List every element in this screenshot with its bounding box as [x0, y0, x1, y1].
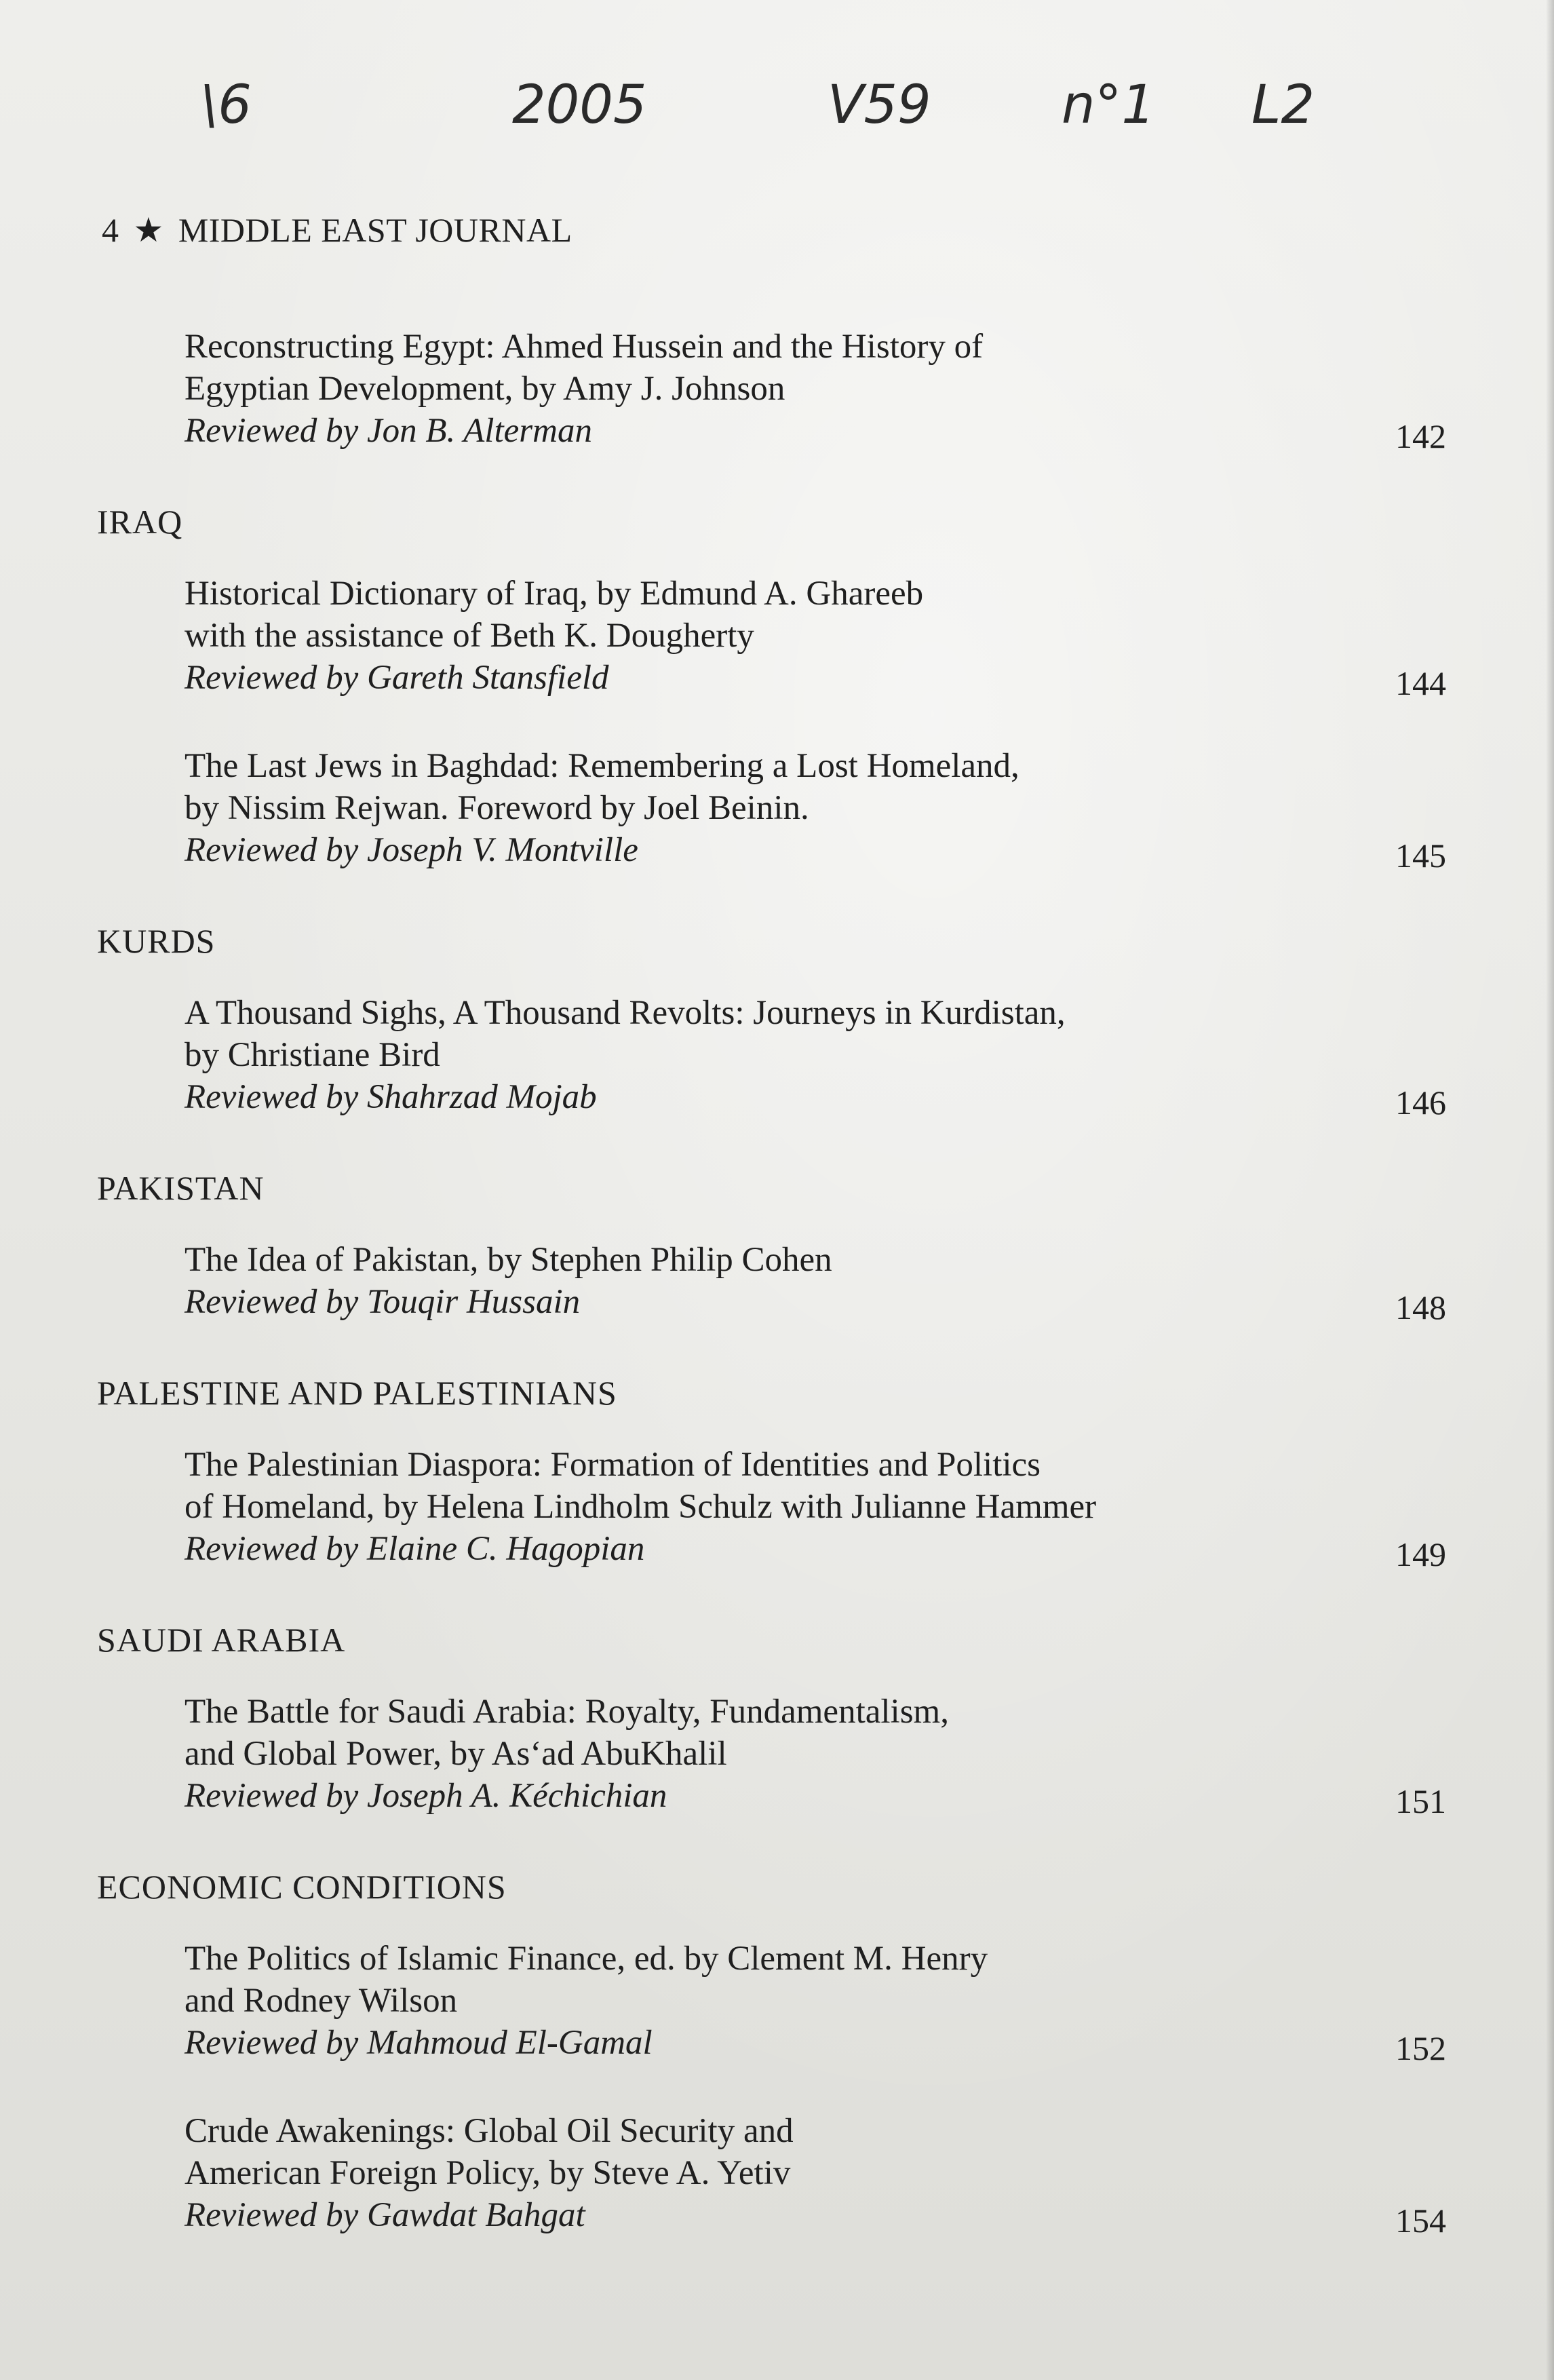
page-number: 4 [102, 211, 119, 249]
entry-page-number: 144 [1395, 664, 1446, 702]
entry-page-number: 151 [1395, 1782, 1446, 1820]
reviewer-line: Reviewed by Joseph A. Kéchichian [184, 1777, 667, 1815]
star-icon: ★ [133, 211, 164, 249]
book-title: Historical Dictionary of Iraq, by Edmund A. Ghareeb with the assistance of Beth K. Dougherty [184, 575, 924, 655]
section-heading: SAUDI ARABIA [97, 1621, 346, 1659]
book-title: A Thousand Sighs, A Thousand Revolts: Journeys in Kurdistan, by Christiane Bird [184, 994, 1066, 1074]
book-title: Reconstructing Egypt: Ahmed Hussein and the History of Egyptian Development, by Amy J. Johnson [184, 328, 984, 408]
reviewer-line: Reviewed by Shahrzad Mojab [184, 1078, 597, 1116]
entry-page-number: 148 [1395, 1288, 1446, 1326]
review-entry [184, 1444, 1446, 1573]
handwritten-note: L2 [1251, 75, 1315, 136]
review-entry [184, 745, 1446, 875]
entry-page-number: 154 [1395, 2202, 1446, 2240]
review-entry [184, 2110, 1446, 2240]
entry-page-number: 149 [1395, 1535, 1446, 1573]
book-title: The Politics of Islamic Finance, ed. by Clement M. Henry and Rodney Wilson [184, 1940, 988, 2020]
section-heading: IRAQ [97, 503, 183, 541]
entry-page-number: 142 [1395, 417, 1446, 455]
section-heading: PAKISTAN [97, 1169, 265, 1207]
entry-page-number: 152 [1395, 2029, 1446, 2067]
reviewer-line: Reviewed by Gareth Stansfield [184, 659, 609, 697]
reviewer-line: Reviewed by Jon B. Alterman [184, 412, 592, 450]
book-title: The Last Jews in Baghdad: Remembering a Lost Homeland, by Nissim Rejwan. Foreword by Joel Beinin. [184, 747, 1019, 827]
review-entry [184, 326, 1446, 455]
entry-page-number: 145 [1395, 837, 1446, 875]
review-entry [184, 1938, 1446, 2067]
handwritten-note: \6 [200, 75, 252, 136]
reviewer-line: Reviewed by Mahmoud El-Gamal [184, 2024, 653, 2062]
section-heading: PALESTINE AND PALESTINIANS [97, 1374, 617, 1412]
book-title: The Battle for Saudi Arabia: Royalty, Fundamentalism, and Global Power, by As‘ad AbuKhalil [184, 1693, 949, 1773]
journal-title: MIDDLE EAST JOURNAL [178, 211, 572, 249]
book-title: Crude Awakenings: Global Oil Security and American Foreign Policy, by Steve A. Yetiv [184, 2112, 794, 2192]
section-heading: ECONOMIC CONDITIONS [97, 1868, 507, 1906]
book-title: The Palestinian Diaspora: Formation of Identities and Politics of Homeland, by Helena Lindholm Schulz with Julianne Hammer [184, 1446, 1097, 1526]
section-heading: KURDS [97, 922, 216, 960]
reviewer-line: Reviewed by Touqir Hussain [184, 1283, 581, 1321]
handwritten-annotation [0, 75, 1554, 156]
running-header [102, 210, 572, 250]
reviewer-line: Reviewed by Elaine C. Hagopian [184, 1530, 645, 1568]
handwritten-note: V59 [828, 75, 931, 136]
handwritten-note: 2005 [512, 75, 647, 136]
review-entry [184, 992, 1446, 1121]
entry-page-number: 146 [1395, 1083, 1446, 1121]
book-title: The Idea of Pakistan, by Stephen Philip Cohen [184, 1241, 832, 1279]
reviewer-line: Reviewed by Gawdat Bahgat [184, 2196, 585, 2234]
table-of-contents [0, 326, 1554, 2282]
review-entry [184, 1239, 1446, 1326]
review-entry [184, 1691, 1446, 1820]
review-entry [184, 573, 1446, 702]
handwritten-note: n°1 [1062, 75, 1156, 136]
reviewer-line: Reviewed by Joseph V. Montville [184, 831, 638, 869]
